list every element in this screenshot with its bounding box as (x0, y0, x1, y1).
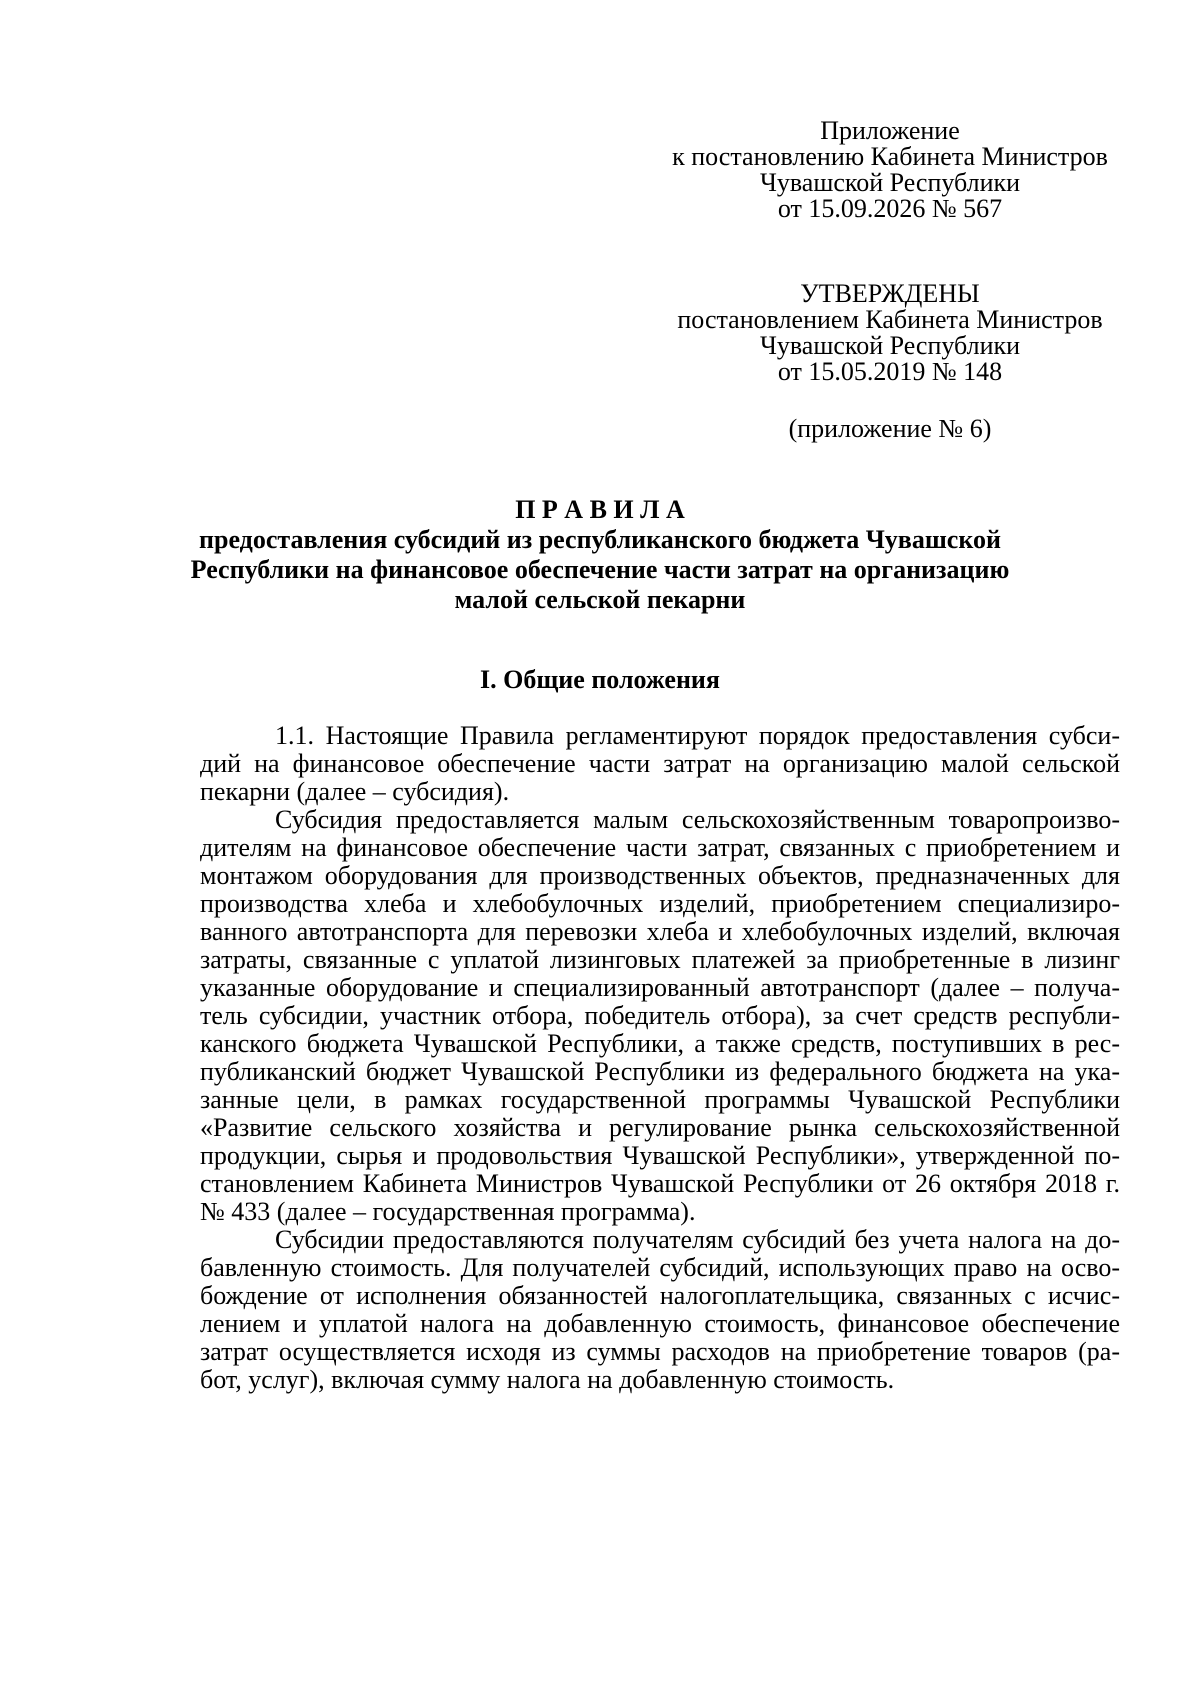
document-title: П Р А В И Л А (515, 495, 685, 524)
paragraph-2-line: становлением Кабинета Министров Чувашской Республики от 26 октября 2018 г. (200, 1169, 1120, 1198)
annex-line-1: Приложение (820, 116, 960, 145)
annex-line-2: к постановлению Кабинета Министров (672, 142, 1108, 171)
section-heading: I. Общие положения (480, 665, 720, 694)
paragraph-2-line: № 433 (далее – государственная программа). (200, 1197, 696, 1226)
paragraph-2-line: канского бюджета Чувашской Республики, а также средств, поступивших в рес- (200, 1029, 1120, 1058)
approved-line-2: постановлением Кабинета Министров (677, 305, 1103, 334)
document-subtitle-line-1: предоставления субсидий из республиканского бюджета Чувашской (199, 525, 1001, 554)
annex-line-3: Чувашской Республики (759, 168, 1021, 197)
paragraph-1-line: дий на финансовое обеспечение части затрат на организацию малой сельской (200, 749, 1120, 778)
paragraph-2-line: Субсидия предоставляется малым сельскохозяйственным товаропроизво- (275, 805, 1120, 834)
annex-line-4: от 15.09.2026 № 567 (777, 194, 1003, 223)
paragraph-3-line: затрат осуществляется исходя из суммы расходов на приобретение товаров (ра- (200, 1337, 1120, 1366)
paragraph-2-line: затраты, связанные с уплатой лизинговых платежей за приобретенные в лизинг (200, 945, 1120, 974)
paragraph-2-line: тель субсидии, участник отбора, победитель отбора), за счет средств республи- (200, 1001, 1120, 1030)
approved-line-3: Чувашской Республики (759, 331, 1021, 360)
paragraph-1-line: пекарни (далее – субсидия). (200, 777, 510, 806)
approved-line-1: УТВЕРЖДЕНЫ (800, 279, 980, 308)
paragraph-3-line: бавленную стоимость. Для получателей субсидий, использующих право на осво- (200, 1253, 1120, 1282)
approved-line-4: от 15.05.2019 № 148 (777, 357, 1003, 386)
paragraph-2-line: дителям на финансовое обеспечение части затрат, связанных с приобретением и (200, 833, 1120, 862)
document-subtitle-line-2: Республики на финансовое обеспечение части затрат на организацию (190, 555, 1010, 584)
approved-annex-number: (приложение № 6) (788, 414, 992, 443)
paragraph-2-line: указанные оборудование и специализированный автотранспорт (далее – получа- (200, 973, 1120, 1002)
paragraph-2-line: ванного автотранспорта для перевозки хлеба и хлебобулочных изделий, включая (200, 917, 1120, 946)
paragraph-3-line: бождение от исполнения обязанностей налогоплательщика, связанных с исчис- (200, 1281, 1120, 1310)
paragraph-3-line: лением и уплатой налога на добавленную стоимость, финансовое обеспечение (200, 1309, 1120, 1338)
paragraph-2-line: публиканский бюджет Чувашской Республики из федерального бюджета на ука- (200, 1057, 1120, 1086)
paragraph-2-line: занные цели, в рамках государственной программы Чувашской Республики (200, 1085, 1120, 1114)
paragraph-2-line: производства хлеба и хлебобулочных изделий, приобретением специализиро- (200, 889, 1120, 918)
document-subtitle-line-3: малой сельской пекарни (454, 585, 746, 614)
paragraph-2-line: продукции, сырья и продовольствия Чувашской Республики», утвержденной по- (200, 1141, 1120, 1170)
paragraph-2-line: монтажом оборудования для производственных объектов, предназначенных для (200, 861, 1120, 890)
paragraph-3-line: бот, услуг), включая сумму налога на добавленную стоимость. (200, 1365, 895, 1394)
paragraph-2-line: «Развитие сельского хозяйства и регулирование рынка сельскохозяйственной (200, 1113, 1120, 1142)
paragraph-3-line: Субсидии предоставляются получателям субсидий без учета налога на до- (275, 1225, 1120, 1254)
paragraph-1-line: 1.1. Настоящие Правила регламентируют порядок предоставления субси- (275, 721, 1120, 750)
